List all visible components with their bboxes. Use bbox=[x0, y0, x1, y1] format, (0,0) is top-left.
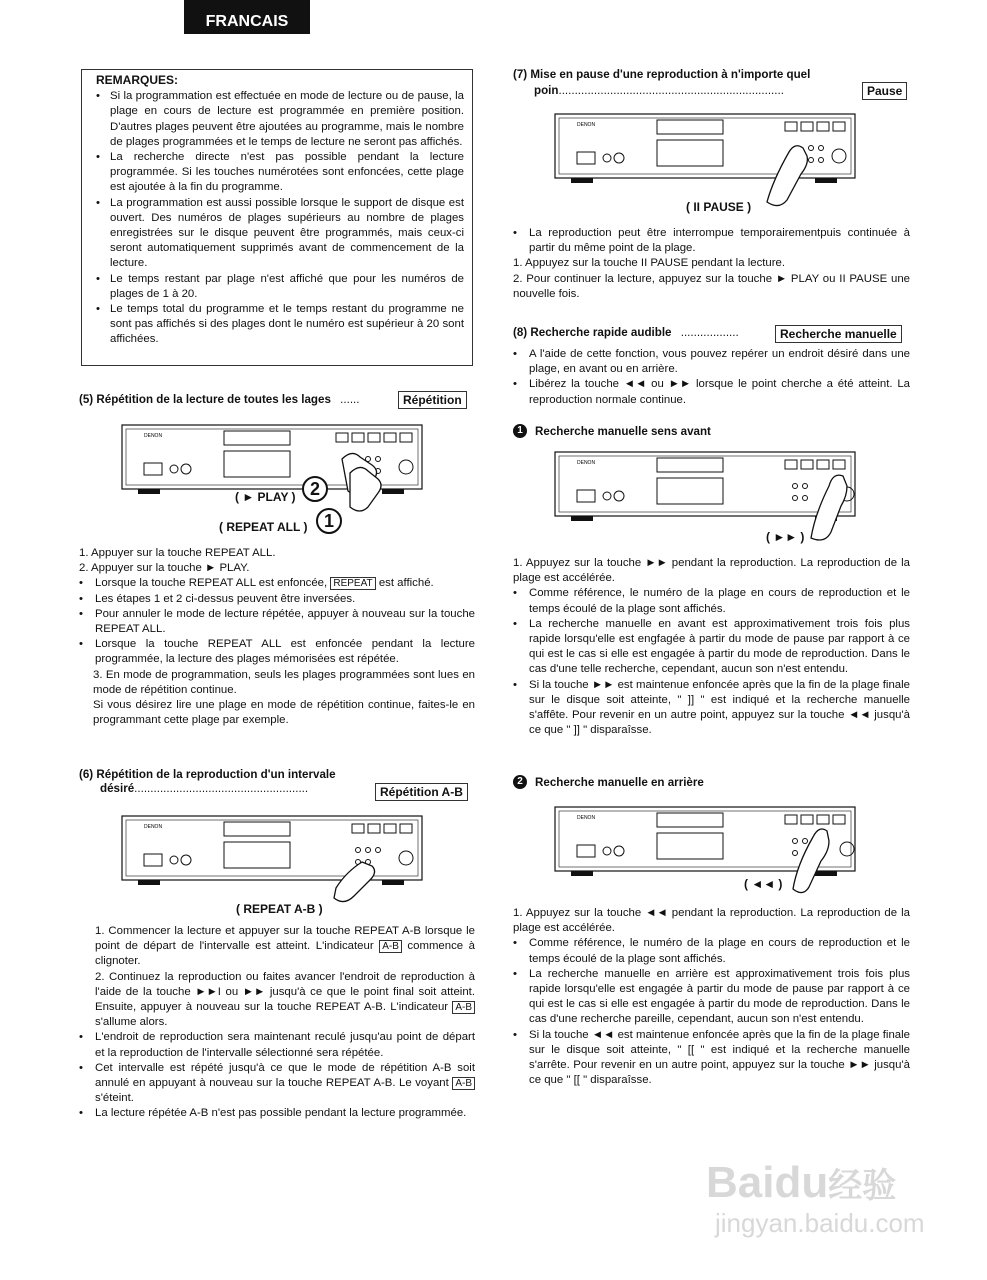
s5-note-text-end: est affiché. bbox=[378, 577, 434, 590]
remarks-item: • Le temps restant par plage n'est affiché que pour les numéros de plages de 1 à 20. bbox=[96, 272, 464, 302]
remarks-box bbox=[81, 69, 473, 366]
remarks-item: • La programmation est aussi possible lorsque le support de disque est ouvert. Des numéros de plages supérieurs au nombre de plages enregistrées sur le disque peuvent être programmés, mais ceux-ci seront automatiquement supprimés avant de commencement de la lecture. bbox=[96, 196, 464, 272]
svg-text:DENON: DENON bbox=[144, 824, 163, 830]
section-8-label: Recherche manuelle bbox=[775, 325, 902, 343]
bwd-note-text: La recherche manuelle en arrière est approximativement trois fois plus rapide lorsqu'elle est engagée à partir du mode de pause par rapport à ce qui est le cas si elle est engagée à partir du mode de reproduction. Dans le cas d'une recherche pareille, cependant, aucun son n'est entendu. bbox=[529, 967, 910, 1026]
forward-search-heading: Recherche manuelle sens avant bbox=[535, 425, 711, 438]
cd-player-diagram-backward bbox=[553, 803, 865, 903]
s6-note-text: L'endroit de reproduction sera maintenant reculé jusqu'au point de départ et la reproduction de l'intervalle sélectionné sera répétée. bbox=[95, 1031, 475, 1059]
fwd-note-text: La recherche manuelle en avant est approximativement trois fois plus rapide lorsqu'elle est engfagée à partir du mode de pause par rapport à ce qui est le cas si elle est engagée à partir du mode de reproduction. Dans le cas d'une telle recherche, cependant, aucun son n'est entendu. bbox=[529, 617, 910, 676]
fwd-note: • Comme référence, le numéro de la plage en cours de reproduction et le temps écoulé de la plage sont affichés. bbox=[513, 587, 910, 615]
s6-step-2 bbox=[79, 970, 475, 1031]
fwd-note-text: Comme référence, le numéro de la plage en cours de reproduction et le temps écoulé de la plage sont affichés. bbox=[529, 587, 910, 615]
s5-step-3 bbox=[79, 668, 475, 698]
forward-search-body bbox=[513, 556, 910, 738]
fwd-step-1: 1. Appuyez sur la touche ►► pendant la reproduction. La reproduction de la plage est accélérée. bbox=[513, 557, 910, 585]
s5-note-repeat: • Lorsque la touche REPEAT ALL est enfoncée, REPEAT est affiché. bbox=[79, 577, 434, 590]
s5-step-3-text: 3. En mode de programmation, seuls les plages programmées sont lues en mode de répétition continue. bbox=[93, 668, 475, 696]
svg-text:DENON: DENON bbox=[577, 122, 596, 128]
language-tab: FRANCAIS bbox=[184, 0, 310, 34]
section-6-title: (6) Répétition de la reproduction d'un intervale bbox=[79, 768, 336, 781]
bwd-note-text: Comme référence, le numéro de la plage en cours de reproduction et le temps écoulé de la plage sont affichés. bbox=[529, 937, 910, 965]
ab-indicator: A-B bbox=[452, 1077, 475, 1090]
s5-note-text: Pour annuler le mode de lecture répétée, appuyer à nouveau sur la touche REPEAT ALL. bbox=[95, 607, 475, 636]
section-6-body bbox=[79, 924, 475, 1122]
callout-repeat-all: ( REPEAT ALL ) bbox=[219, 520, 308, 534]
s6-note: • Cet intervalle est répété jusqu'à ce que le mode de répétition A-B soit annulé en appuyant à nouveau sur la touche REPEAT A-B. Le voyant A-B s'éteint. bbox=[79, 1061, 475, 1105]
s8-note: • A l'aide de cette fonction, vous pouvez repérer un endroit désiré dans une plage, en avant ou en arrière. bbox=[513, 348, 910, 376]
svg-text:DENON: DENON bbox=[144, 433, 163, 439]
svg-text:DENON: DENON bbox=[577, 815, 596, 821]
s8-note-text: Libérez la touche ◄◄ ou ►► lorsque le point cherche a été atteint. La reproduction normale continue. bbox=[529, 378, 910, 406]
s5-note: • Lorsque la touche REPEAT ALL est enfoncée pendant la lecture programmée, la lecture des plages mémorisées est répétée. bbox=[79, 638, 475, 666]
section-5-label: Répétition bbox=[398, 391, 467, 409]
section-7-body bbox=[513, 226, 910, 302]
watermark-cn: 经验 bbox=[828, 1167, 897, 1205]
watermark-logo bbox=[706, 1158, 896, 1208]
s7-note: • La reproduction peut être interrompue temporairementpuis continuée à partir du même point de la plage. bbox=[513, 227, 910, 255]
remarks-item: • La recherche directe n'est pas possible pendant la lecture programmée. Si les touches numérotées sont enfoncées, cette plage est ajoutée à la fin du programme. bbox=[96, 150, 464, 196]
section-7-title: (7) Mise en pause d'une reproduction à n'importe quel bbox=[513, 68, 811, 81]
bwd-note: • Comme référence, le numéro de la plage en cours de reproduction et le temps écoulé de la plage sont affichés. bbox=[513, 937, 910, 965]
s6-step-1-text-end: commence à clignoter. bbox=[95, 940, 475, 968]
bwd-note-text: Si la touche ◄◄ est maintenue enfoncée après que la fin de la plage finale sur le disque soit atteinte, " [[ " est indiqué et la recherche manuelle s'arrête. Pour revenir en un autre point, appuyez sur la touche ►► jusqu'à ce que " [[ " disparaîsse. bbox=[529, 1028, 910, 1087]
s5-step-2: 2. Appuyer sur la touche ► PLAY. bbox=[79, 562, 250, 575]
bwd-step-1: 1. Appuyez sur la touche ◄◄ pendant la reproduction. La reproduction de la plage est accélérée. bbox=[513, 907, 910, 935]
s5-note-text: Les étapes 1 et 2 ci-dessus peuvent être inversées. bbox=[95, 592, 356, 605]
fwd-note: • La recherche manuelle en avant est approximativement trois fois plus rapide lorsqu'elle est engfagée à partir du mode de pause par rapport à ce qui est le cas si elle est engagée à partir du mode de reproduction. Dans le cas d'une telle recherche, cependant, aucun son n'est entendu. bbox=[513, 617, 910, 676]
step-2-marker: 2 bbox=[302, 476, 328, 502]
leader-dots: ...................................................... bbox=[134, 782, 309, 795]
s5-note-text: Lorsque la touche REPEAT ALL est enfoncée, bbox=[95, 577, 328, 590]
callout-play: ( ► PLAY ) bbox=[235, 490, 296, 504]
section-6-label: Répétition A-B bbox=[375, 783, 468, 801]
s6-note-text: Cet intervalle est répété jusqu'à ce que le mode de répétition A-B soit annulé en appuyant à nouveau sur la touche REPEAT A-B. Le voyant bbox=[95, 1061, 475, 1090]
section-6-title-2: désiré bbox=[100, 782, 135, 795]
s5-note-text: Lorsque la touche REPEAT ALL est enfoncée pendant la lecture programmée, la lecture des plages mémorisées est répétée. bbox=[95, 638, 475, 666]
s6-step-1 bbox=[79, 924, 475, 970]
section-5-title: (5) Répétition de la lecture de toutes les lages bbox=[79, 393, 331, 406]
remarks-item: • Le temps total du programme et le temps restant du programme ne sont pas affichés si des plages dont le numéro est supérieur à 20 sont affichées. bbox=[96, 302, 464, 348]
section-8-body bbox=[513, 347, 910, 408]
section-7-title-2: poin bbox=[534, 84, 559, 97]
watermark-bai: Bai bbox=[706, 1158, 775, 1207]
s8-note: • Libérez la touche ◄◄ ou ►► lorsque le point cherche a été atteint. La reproduction normale continue. bbox=[513, 378, 910, 406]
s7-step-2: 2. Pour continuer la lecture, appuyez sur la touche ► PLAY ou II PAUSE une nouvelle fois. bbox=[513, 272, 910, 300]
callout-rewind: ( ◄◄ ) bbox=[744, 877, 783, 891]
bwd-note: • Si la touche ◄◄ est maintenue enfoncée après que la fin de la plage finale sur le disque soit atteinte, " [[ " est indiqué et la recherche manuelle s'arrête. Pour revenir en un autre point, appuyez sur la touche ►► jusqu'à ce que " [[ " disparaîsse. bbox=[513, 1028, 910, 1087]
section-8-title: (8) Recherche rapide audible bbox=[513, 326, 672, 339]
callout-repeat-ab: ( REPEAT A-B ) bbox=[236, 902, 323, 916]
remarks-title: REMARQUES: bbox=[96, 73, 179, 87]
ab-indicator: A-B bbox=[379, 940, 402, 953]
s8-note-text: A l'aide de cette fonction, vous pouvez repérer un endroit désiré dans une plage, en avant ou en arrière. bbox=[529, 348, 910, 376]
s6-step-2-text: 2. Continuez la reproduction ou faites avancer l'endroit de reproduction à l'aide de la touche ►►I ou ►► jusqu'à ce que le point final soit atteint. Ensuite, appuyer à nouveau sur la touche REPEAT A-B. L'indicateur bbox=[95, 970, 475, 1014]
s7-note-text: La reproduction peut être interrompue temporairementpuis continuée à partir du même point de la plage. bbox=[529, 227, 910, 255]
section-7-label: Pause bbox=[862, 82, 907, 100]
s6-note: • La lecture répétée A-B n'est pas possible pendant la lecture programmée. bbox=[79, 1107, 467, 1120]
svg-text:DENON: DENON bbox=[577, 460, 596, 466]
cd-player-diagram-repeat bbox=[120, 421, 432, 526]
leader-dots: ...... bbox=[340, 393, 360, 406]
s6-step-1-text: 1. Commencer la lecture et appuyer sur la touche REPEAT A-B lorsque le point de départ de l'intervalle est atteint. L'indicateur bbox=[95, 925, 475, 953]
section-7-heading bbox=[513, 68, 810, 98]
s5-note: • Les étapes 1 et 2 ci-dessus peuvent être inversées. bbox=[79, 592, 356, 605]
s5-step-1: 1. Appuyer sur la touche REPEAT ALL. bbox=[79, 547, 276, 559]
ab-indicator: A-B bbox=[452, 1001, 475, 1014]
leader-dots: .................. bbox=[680, 326, 739, 339]
step-1-marker: 1 bbox=[316, 508, 342, 534]
leader-dots: ...................................................................... bbox=[558, 84, 784, 97]
callout-fast-forward: ( ►► ) bbox=[766, 530, 805, 544]
s6-note-text-end: s'éteint. bbox=[95, 1092, 134, 1105]
backward-search-body bbox=[513, 906, 910, 1088]
forward-search-number: 1 bbox=[513, 424, 527, 438]
backward-search-number: 2 bbox=[513, 775, 527, 789]
s5-step-3-extra: Si vous désirez lire une plage en mode de répétition continue, faites-le en programmant cette plage par exemple. bbox=[93, 699, 475, 727]
fwd-note: • Si la touche ►► est maintenue enfoncée après que la fin de la plage finale sur le disque soit atteinte, " ]] " est indiqué et la recherche manuelle s'affête. Pour revenir en un autre point, appuyez sur la touche ◄◄ jusqu'à ce que " ]] " disparaîsse. bbox=[513, 678, 910, 737]
section-8-heading bbox=[513, 326, 739, 340]
callout-pause: ( II PAUSE ) bbox=[686, 200, 752, 214]
section-5-body bbox=[79, 546, 475, 728]
section-5-heading bbox=[79, 393, 359, 407]
repeat-indicator: REPEAT bbox=[330, 577, 375, 590]
s5-note: • Pour annuler le mode de lecture répétée, appuyer à nouveau sur la touche REPEAT ALL. bbox=[79, 607, 475, 636]
backward-search-heading: Recherche manuelle en arrière bbox=[535, 776, 704, 789]
remarks-item: • Si la programmation est effectuée en mode de lecture ou de pause, la plage en cours de lecture est programmée en première position. D'autres plages peuvent être ajoutées au programme, mais le nombre de plages programmées et le temps de lecture ne seront pas affichés. bbox=[96, 89, 464, 150]
cd-player-diagram-forward bbox=[553, 448, 865, 548]
s6-note: • L'endroit de reproduction sera maintenant reculé jusqu'au point de départ et la reproduction de l'intervalle sélectionné sera répétée. bbox=[79, 1031, 475, 1059]
s6-step-2-text-end: s'allume alors. bbox=[95, 1016, 168, 1029]
section-6-heading bbox=[79, 768, 336, 796]
watermark-du: du bbox=[774, 1158, 829, 1207]
bwd-note: • La recherche manuelle en arrière est approximativement trois fois plus rapide lorsqu'elle est engagée à partir du mode de pause par rapport à ce qui est le cas si elle est engagée à partir du mode de reproduction. Dans le cas d'une recherche pareille, cependant, aucun son n'est entendu. bbox=[513, 967, 910, 1026]
s6-note-text: La lecture répétée A-B n'est pas possible pendant la lecture programmée. bbox=[95, 1107, 467, 1120]
s7-step-1: 1. Appuyez sur la touche II PAUSE pendant la lecture. bbox=[513, 257, 786, 270]
fwd-note-text: Si la touche ►► est maintenue enfoncée après que la fin de la plage finale sur le disque soit atteinte, " ]] " est indiqué et la recherche manuelle s'affête. Pour revenir en un autre point, appuyez sur la touche ◄◄ jusqu'à ce que " ]] " disparaîsse. bbox=[529, 678, 910, 737]
watermark-url: jingyan.baidu.com bbox=[715, 1208, 925, 1238]
